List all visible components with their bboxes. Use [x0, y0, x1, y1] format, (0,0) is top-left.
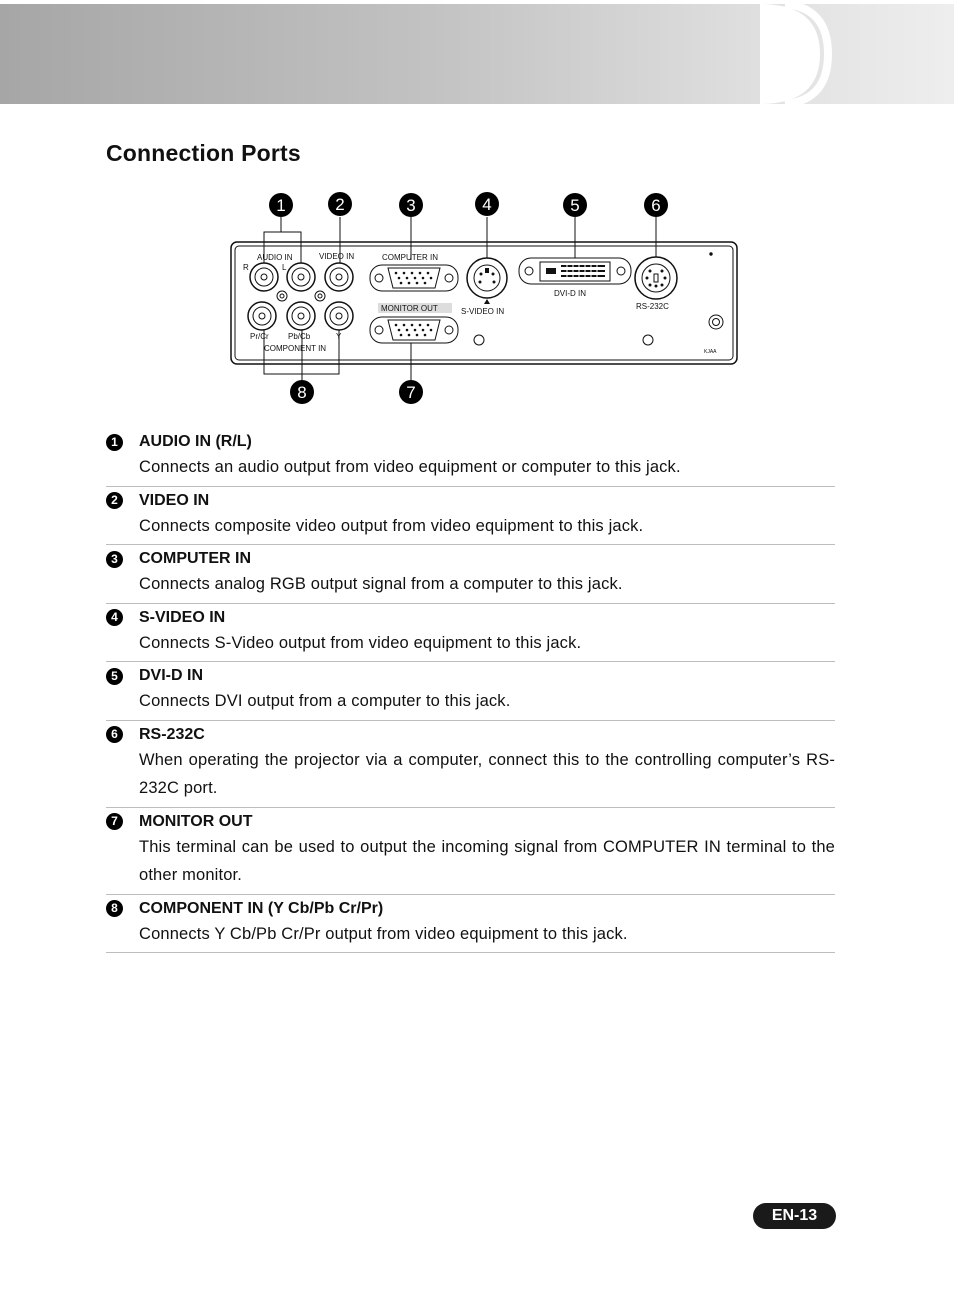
item-description: Connects composite video output from video equipment to this jack. [139, 516, 644, 535]
callout-6-label: 6 [651, 196, 661, 215]
callout-4-label: 4 [482, 195, 492, 214]
item-description: Connects an audio output from video equipment or computer to this jack. [139, 458, 681, 476]
callout-6 [644, 193, 668, 217]
rca-jack-pr [248, 302, 276, 330]
item-title: VIDEO IN [139, 491, 210, 509]
item-description: Connects S-Video output from video equipment to this jack. [139, 633, 582, 652]
number-5-icon: 5 [106, 668, 123, 685]
label-video-in: VIDEO IN [319, 252, 355, 261]
rca-jack-audio-r [250, 263, 278, 291]
item-title: RS-232C [139, 725, 205, 743]
item-description: Connects Y Cb/Pb Cr/Pr output from video equipment to this jack. [139, 924, 628, 943]
list-item [106, 545, 835, 604]
item-title: DVI-D IN [139, 667, 203, 684]
computer-in-port [370, 265, 458, 291]
list-item [106, 604, 835, 663]
label-s-video-in: S-VIDEO IN [461, 307, 505, 316]
number-2-icon: 2 [106, 492, 123, 509]
connection-panel-diagram [224, 188, 744, 408]
item-title: AUDIO IN (R/L) [139, 433, 252, 450]
label-pr-cr: Pr/Cr [250, 332, 269, 341]
list-item [106, 428, 835, 487]
callout-5 [563, 193, 587, 217]
number-7-icon: 7 [106, 813, 123, 830]
number-1-icon: 1 [106, 434, 123, 451]
label-pb-cb: Pb/Cb [288, 332, 311, 341]
label-monitor-out: MONITOR OUT [381, 304, 438, 313]
rca-jack-video [325, 263, 353, 291]
number-4-icon: 4 [106, 609, 123, 626]
rca-jack-pb [287, 302, 315, 330]
rca-jack-audio-l [287, 263, 315, 291]
rs232c-port [635, 257, 677, 299]
item-description: When operating the projector via a computer, connect this to the controlling computer’s RS-232C port. [139, 750, 835, 797]
number-6-icon: 6 [106, 726, 123, 743]
number-3-icon: 3 [106, 551, 123, 568]
label-model-mark: KJAA [704, 349, 717, 355]
label-computer-in: COMPUTER IN [382, 253, 438, 262]
dvi-d-port [519, 258, 631, 284]
label-l: L [282, 263, 287, 272]
callout-1 [269, 193, 293, 217]
label-audio-in: AUDIO IN [257, 253, 293, 262]
label-dvi-d-in: DVI-D IN [554, 289, 586, 298]
callout-3-label: 3 [406, 196, 416, 215]
label-rs232c: RS-232C [636, 302, 669, 311]
port-description-list [106, 428, 835, 953]
rca-jack-y [325, 302, 353, 330]
item-title: COMPUTER IN [139, 550, 251, 567]
callout-5-label: 5 [570, 196, 580, 215]
label-y: Y [336, 332, 342, 341]
page-number-badge: EN-13 [753, 1203, 836, 1229]
callout-2-label: 2 [335, 195, 345, 214]
monitor-out-port [370, 317, 458, 343]
list-item [106, 895, 835, 954]
list-item [106, 721, 835, 808]
item-title: MONITOR OUT [139, 812, 253, 830]
callout-1-label: 1 [276, 196, 286, 215]
label-component-in: COMPONENT IN [264, 344, 327, 353]
item-title: S-VIDEO IN [139, 608, 226, 626]
item-description: Connects DVI output from a computer to this jack. [139, 692, 511, 710]
callout-8 [290, 380, 314, 404]
callout-4 [475, 192, 499, 216]
item-description: Connects analog RGB output signal from a computer to this jack. [139, 575, 623, 593]
page-title: Connection Ports [106, 140, 301, 166]
list-item [106, 662, 835, 721]
item-title: COMPONENT IN (Y Cb/Pb Cr/Pr) [139, 899, 384, 917]
callout-8-label: 8 [297, 383, 307, 402]
callout-7-label: 7 [406, 383, 416, 402]
callout-3 [399, 193, 423, 217]
callout-7 [399, 380, 423, 404]
label-r: R [243, 263, 249, 272]
header-curve-decoration [0, 0, 954, 110]
item-description: This terminal can be used to output the incoming signal from COMPUTER IN terminal to the other monitor. [139, 837, 835, 884]
number-8-icon: 8 [106, 900, 123, 917]
list-item [106, 487, 835, 546]
callout-2 [328, 192, 352, 216]
list-item [106, 808, 835, 895]
